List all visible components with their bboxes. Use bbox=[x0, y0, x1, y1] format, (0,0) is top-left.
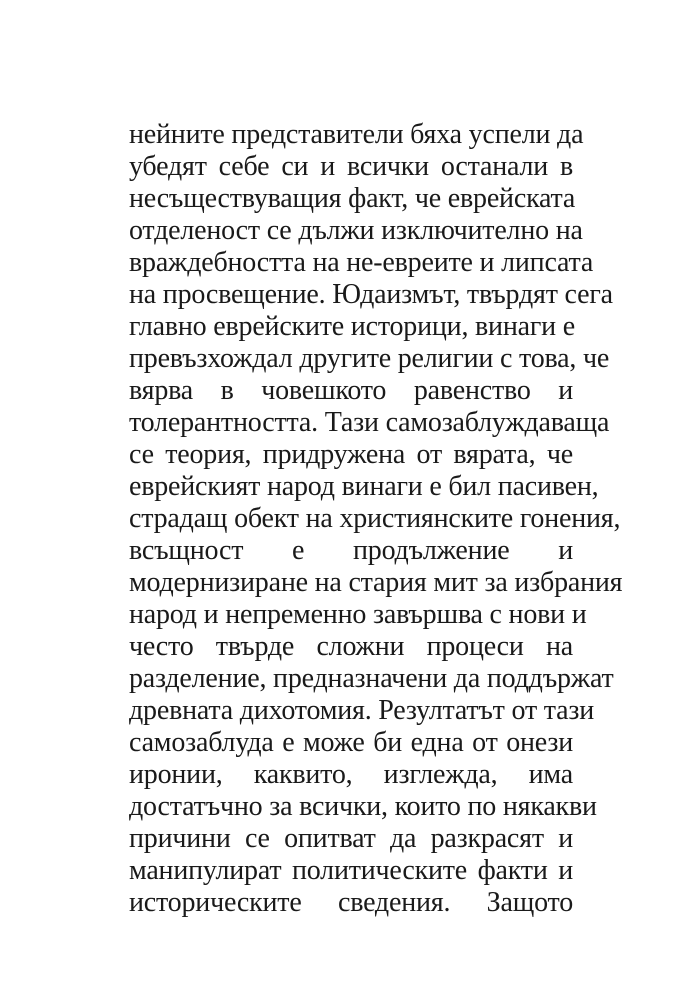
text-line: враждебността на не-евреите и липсата bbox=[129, 247, 594, 278]
text-line: на просвещение. Юдаизмът, твърдят сега bbox=[129, 279, 613, 310]
text-line: често твърде сложни процеси на bbox=[129, 631, 573, 662]
text-line: разделение, предназначени да поддържат bbox=[129, 663, 614, 694]
text-line: иронии, каквито, изглежда, има bbox=[129, 759, 573, 790]
text-line: толерантността. Тази самозаблуждаваща bbox=[129, 407, 610, 438]
text-line: убедят себе си и всички останали в bbox=[129, 151, 573, 182]
text-line: нейните представители бяха успели да bbox=[129, 119, 584, 150]
text-line: отделеност се дължи изключително на bbox=[129, 215, 583, 246]
text-line: древната дихотомия. Резултатът от тази bbox=[129, 695, 595, 726]
text-line: модернизиране на стария мит за избрания bbox=[129, 567, 623, 598]
text-line: достатъчно за всички, които по някакви bbox=[129, 791, 597, 822]
text-line: всъщност е продължение и bbox=[129, 535, 573, 566]
text-line: самозаблуда е може би една от онези bbox=[129, 727, 573, 758]
text-line: еврейският народ винаги е бил пасивен, bbox=[129, 471, 599, 502]
text-line: главно еврейските историци, винаги е bbox=[129, 311, 575, 342]
text-line: манипулират политическите факти и bbox=[129, 855, 573, 886]
text-line: вярва в човешкото равенство и bbox=[129, 375, 573, 406]
text-line: превъзхождал другите религии с това, че bbox=[129, 343, 610, 374]
text-line: историческите сведения. Защото bbox=[129, 887, 573, 918]
text-line: причини се опитват да разкрасят и bbox=[129, 823, 573, 854]
text-line: се теория, придружена от вярата, че bbox=[129, 439, 573, 470]
text-line: страдащ обект на християнските гонения, bbox=[129, 503, 621, 534]
text-line: народ и непременно завършва с нови и bbox=[129, 599, 587, 630]
text-line: несъществуващия факт, че еврейската bbox=[129, 183, 576, 214]
body-text bbox=[129, 119, 623, 919]
